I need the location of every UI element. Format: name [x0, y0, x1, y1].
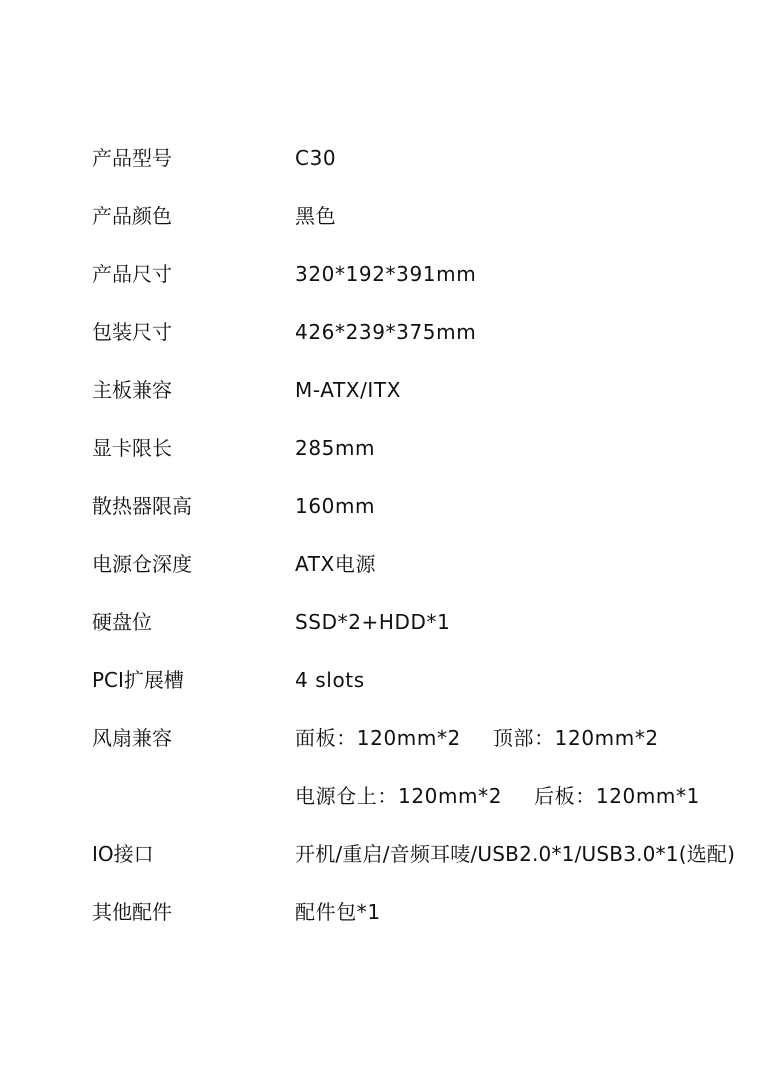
spec-label: 产品尺寸: [92, 262, 172, 286]
spec-value-part: 电源仓上：120mm*2: [295, 784, 503, 808]
spec-label: 主板兼容: [92, 378, 172, 402]
spec-label: 产品颜色: [92, 204, 172, 228]
spec-row-motherboard: [92, 370, 772, 428]
spec-row-psu: [92, 544, 772, 602]
spec-row-accessories: [92, 892, 772, 950]
spec-label: PCI扩展槽: [92, 668, 184, 692]
spec-row-fans: [92, 718, 772, 776]
spec-label: 显卡限长: [92, 436, 172, 460]
spec-label: 其他配件: [92, 900, 172, 924]
spec-value: M-ATX/ITX: [295, 378, 402, 402]
spec-value: C30: [295, 146, 337, 170]
spec-label: 产品型号: [92, 146, 172, 170]
spec-value: ATX电源: [295, 552, 377, 576]
spec-label: 散热器限高: [92, 494, 192, 518]
spec-value: 160mm: [295, 494, 376, 518]
spec-row-package-size: [92, 312, 772, 370]
spec-value-part: 后板：120mm*1: [534, 784, 700, 808]
spec-value: 开机/重启/音频耳唛/USB2.0*1/USB3.0*1(选配): [295, 842, 736, 866]
spec-value: 4 slots: [295, 668, 365, 692]
spec-value-part: 顶部：120mm*2: [492, 726, 659, 750]
spec-value: [295, 784, 700, 808]
spec-label: IO接口: [92, 842, 154, 866]
spec-table: [92, 138, 772, 950]
spec-row-gpu-length: [92, 428, 772, 486]
spec-value: 285mm: [295, 436, 376, 460]
spec-value: 配件包*1: [295, 900, 381, 924]
spec-row-drive-bays: [92, 602, 772, 660]
spec-label: 硬盘位: [92, 610, 152, 634]
spec-row-product-size: [92, 254, 772, 312]
spec-value: SSD*2+HDD*1: [295, 610, 451, 634]
spec-value: [295, 726, 659, 750]
spec-row-model: [92, 138, 772, 196]
spec-label: 风扇兼容: [92, 726, 172, 750]
spec-label: 包装尺寸: [92, 320, 172, 344]
spec-row-io: [92, 834, 772, 892]
spec-value-part: 面板：120mm*2: [295, 726, 461, 750]
spec-value: 320*192*391mm: [295, 262, 477, 286]
spec-label: 电源仓深度: [92, 552, 192, 576]
spec-row-cooler-height: [92, 486, 772, 544]
spec-row-fans-continued: [92, 776, 772, 834]
spec-row-color: [92, 196, 772, 254]
spec-value: 黑色: [295, 204, 337, 228]
spec-value: 426*239*375mm: [295, 320, 477, 344]
spec-row-pci-slots: [92, 660, 772, 718]
